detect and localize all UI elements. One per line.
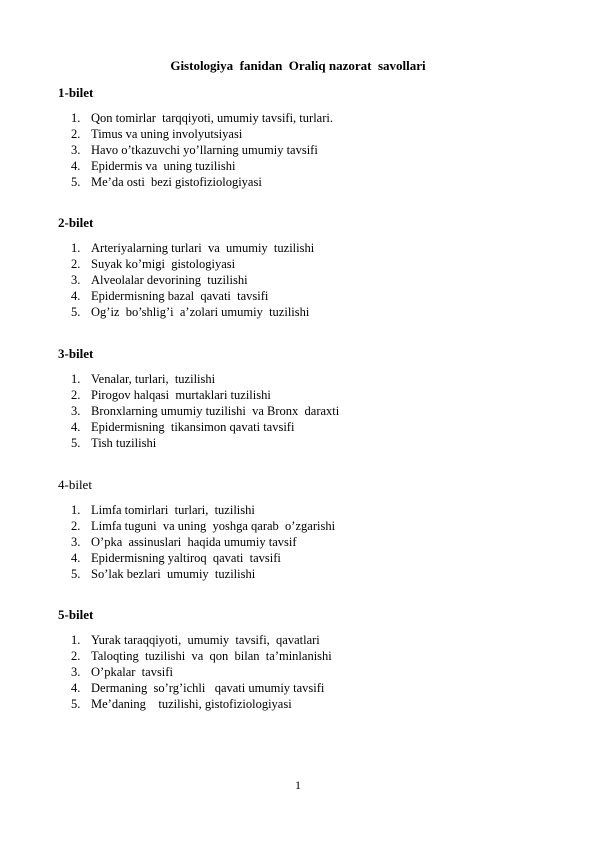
bilet-1-section [58, 85, 558, 190]
bilet-4-section [58, 477, 558, 582]
item-text: Pirogov halqasi murtaklari tuzilishi [91, 388, 271, 402]
list-item [58, 142, 558, 158]
list-item [58, 632, 558, 648]
item-text: Me’da osti bezi gistofiziologiyasi [91, 175, 262, 189]
question-list [58, 240, 558, 320]
item-text: Alveolalar devorining tuzilishi [91, 273, 248, 287]
item-number: 1. [71, 503, 81, 517]
bilet-2-section [58, 215, 558, 320]
list-item [58, 534, 558, 550]
item-number: 3. [71, 665, 81, 679]
item-text: Bronxlarning umumiy tuzilishi va Bronx daraxti [91, 404, 340, 418]
item-text: Tish tuzilishi [91, 436, 157, 450]
item-text: Arteriyalarning turlari va umumiy tuzilishi [91, 241, 315, 255]
item-text: Qon tomirlar tarqqiyoti, umumiy tavsifi, turlari. [91, 111, 333, 125]
list-item [58, 518, 558, 534]
list-item [58, 435, 558, 451]
question-list [58, 632, 558, 712]
item-number: 4. [71, 289, 81, 303]
list-item [58, 288, 558, 304]
list-item [58, 403, 558, 419]
list-item [58, 272, 558, 288]
item-text: Epidermisning yaltiroq qavati tavsifi [91, 551, 281, 565]
section-heading: 4-bilet [58, 477, 92, 492]
list-item [58, 110, 558, 126]
item-text: Limfa tomirlari turlari, tuzilishi [91, 503, 255, 517]
item-number: 3. [71, 143, 81, 157]
list-item [58, 550, 558, 566]
question-list [58, 110, 558, 190]
list-item [58, 304, 558, 320]
item-text: Venalar, turlari, tuzilishi [91, 372, 216, 386]
item-text: O’pkalar tavsifi [91, 665, 173, 679]
item-number: 5. [71, 567, 81, 581]
bilet-5-section [58, 607, 558, 712]
item-number: 5. [71, 175, 81, 189]
item-text: Taloqting tuzilishi va qon bilan ta’minlanishi [91, 649, 332, 663]
item-text: Yurak taraqqiyoti, umumiy tavsifi, qavatlari [91, 633, 320, 647]
item-text: Epidermisning tikansimon qavati tavsifi [91, 420, 295, 434]
item-number: 4. [71, 551, 81, 565]
item-number: 4. [71, 420, 81, 434]
list-item [58, 240, 558, 256]
item-number: 2. [71, 127, 81, 141]
list-item [58, 126, 558, 142]
item-number: 2. [71, 649, 81, 663]
item-text: Dermaning so’rg’ichli qavati umumiy tavsifi [91, 681, 325, 695]
question-list [58, 371, 558, 451]
page-number: 1 [295, 778, 301, 792]
section-heading: 2-bilet [58, 215, 94, 230]
item-number: 1. [71, 111, 81, 125]
list-item [58, 502, 558, 518]
item-text: Og’iz bo’shlig’i a’zolari umumiy tuzilishi [91, 305, 310, 319]
item-number: 5. [71, 436, 81, 450]
item-text: Havo o’tkazuvchi yo’llarning umumiy tavsifi [91, 143, 318, 157]
list-item [58, 256, 558, 272]
item-number: 5. [71, 697, 81, 711]
item-number: 5. [71, 305, 81, 319]
item-text: So’lak bezlari umumiy tuzilishi [91, 567, 256, 581]
list-item [58, 158, 558, 174]
item-number: 3. [71, 273, 81, 287]
list-item [58, 664, 558, 680]
item-text: Suyak ko’migi gistologiyasi [91, 257, 236, 271]
item-number: 4. [71, 159, 81, 173]
list-item [58, 419, 558, 435]
list-item [58, 680, 558, 696]
section-heading: 3-bilet [58, 346, 94, 361]
list-item [58, 566, 558, 582]
list-item [58, 648, 558, 664]
document-title: Gistologiya fanidan Oraliq nazorat savollari [170, 58, 426, 73]
list-item [58, 174, 558, 190]
item-text: Epidermisning bazal qavati tavsifi [91, 289, 269, 303]
item-number: 2. [71, 519, 81, 533]
item-number: 3. [71, 404, 81, 418]
item-text: O’pka assinuslari haqida umumiy tavsif [91, 535, 297, 549]
item-number: 4. [71, 681, 81, 695]
section-heading: 5-bilet [58, 607, 94, 622]
item-text: Me’daning tuzilishi, gistofiziologiyasi [91, 697, 292, 711]
item-number: 3. [71, 535, 81, 549]
item-number: 1. [71, 372, 81, 386]
question-list [58, 502, 558, 582]
item-number: 2. [71, 388, 81, 402]
item-text: Timus va uning involyutsiyasi [91, 127, 243, 141]
list-item [58, 696, 558, 712]
section-heading: 1-bilet [58, 85, 94, 100]
item-text: Epidermis va uning tuzilishi [91, 159, 236, 173]
list-item [58, 387, 558, 403]
bilet-3-section [58, 346, 558, 451]
list-item [58, 371, 558, 387]
item-number: 1. [71, 633, 81, 647]
item-text: Limfa tuguni va uning yoshga qarab o’zgarishi [91, 519, 336, 533]
item-number: 2. [71, 257, 81, 271]
item-number: 1. [71, 241, 81, 255]
